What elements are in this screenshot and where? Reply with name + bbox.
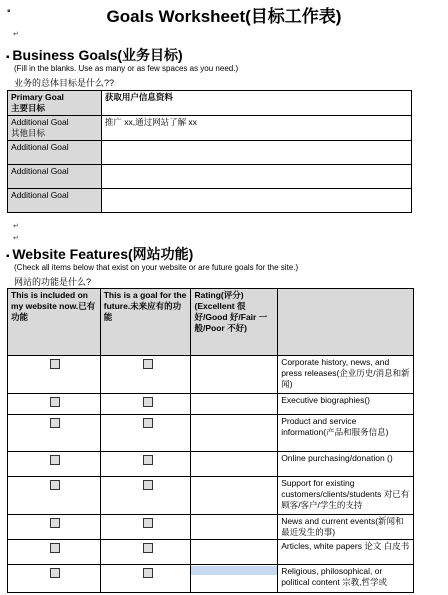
- feature-included-checkbox[interactable]: [50, 518, 60, 528]
- goal-label-cn: 主要目标: [11, 103, 46, 113]
- feature-row: [8, 565, 414, 593]
- goal-row: [8, 91, 412, 116]
- feature-row: [8, 515, 414, 540]
- feature-future-checkbox[interactable]: [143, 418, 153, 428]
- website-features-table: [7, 288, 414, 593]
- feature-included-cell: [8, 515, 101, 540]
- goal-label-text: Additional Goal: [11, 190, 69, 200]
- feature-row: [8, 477, 414, 515]
- feature-included-cell: [8, 415, 101, 452]
- feature-rating-cell[interactable]: [191, 452, 278, 477]
- feature-included-cell: [8, 565, 101, 593]
- feature-row: [8, 540, 414, 565]
- goal-value-field[interactable]: [101, 116, 411, 141]
- feature-rating-cell[interactable]: [191, 477, 278, 515]
- feature-label: Articles, white papers 论文 白皮书: [278, 540, 414, 565]
- feature-included-checkbox[interactable]: [50, 455, 60, 465]
- business-goals-question: 业务的总体目标是什么??: [14, 78, 115, 88]
- goal-row: [8, 189, 412, 213]
- website-features-heading: ▪ Website Features(网站功能): [6, 246, 194, 262]
- feature-future-cell: [100, 452, 191, 477]
- goal-label-text: Additional Goal: [11, 142, 69, 152]
- feature-included-cell: [8, 452, 101, 477]
- goal-label-text: Primary Goal: [11, 92, 64, 102]
- feature-included-cell: [8, 540, 101, 565]
- feature-row: [8, 356, 414, 394]
- feature-rating-cell[interactable]: [191, 356, 278, 394]
- feature-future-checkbox[interactable]: [143, 455, 153, 465]
- feature-rating-cell[interactable]: [191, 415, 278, 452]
- feature-future-cell: [100, 565, 191, 593]
- goal-row: [8, 165, 412, 189]
- header-rating: Rating(评分) (Excellent 很好/Good 好/Fair 一般/Poor 不好): [191, 289, 278, 356]
- goal-label: [8, 116, 102, 141]
- feature-label: Online purchasing/donation (): [278, 452, 414, 477]
- feature-future-checkbox[interactable]: [143, 543, 153, 553]
- feature-row: [8, 415, 414, 452]
- feature-row: [8, 452, 414, 477]
- feature-label: Religious, philosophical, or political content 宗教,哲学或: [278, 565, 414, 593]
- feature-included-cell: [8, 356, 101, 394]
- feature-future-cell: [100, 515, 191, 540]
- business-goals-table: [7, 90, 412, 213]
- feature-included-checkbox[interactable]: [50, 359, 60, 369]
- business-goals-note: (Fill in the blanks. Use as many or as few spaces as you need.): [14, 64, 239, 73]
- feature-label: Executive biographies(): [278, 394, 414, 415]
- feature-label: Product and service information(产品和服务信息): [278, 415, 414, 452]
- goal-value: 推广 xx,通过网站了解 xx: [104, 117, 197, 127]
- goal-label-text: Additional Goal: [11, 166, 69, 176]
- business-goals-heading: ▪ Business Goals(业务目标): [6, 47, 183, 63]
- feature-row: [8, 394, 414, 415]
- goal-value: 获取用户信息资料: [104, 92, 173, 102]
- feature-future-checkbox[interactable]: [143, 518, 153, 528]
- paragraph-mark: ↵: [13, 31, 19, 38]
- bullet-marker: ▪: [7, 6, 11, 17]
- feature-future-cell: [100, 415, 191, 452]
- feature-label: Corporate history, news, and press releases(企业历史/消息和新闻): [278, 356, 414, 394]
- goal-value-field[interactable]: [101, 189, 411, 213]
- feature-future-checkbox[interactable]: [143, 359, 153, 369]
- paragraph-mark: ↵: [13, 235, 19, 242]
- goal-label-cn: 其他目标: [11, 128, 46, 138]
- feature-included-checkbox[interactable]: [50, 418, 60, 428]
- page-title: Goals Worksheet(目标工作表): [106, 7, 342, 26]
- feature-future-checkbox[interactable]: [143, 568, 153, 578]
- feature-future-cell: [100, 477, 191, 515]
- goal-value-field[interactable]: [101, 165, 411, 189]
- feature-included-checkbox[interactable]: [50, 568, 60, 578]
- feature-future-checkbox[interactable]: [143, 480, 153, 490]
- header-feature: [278, 289, 414, 356]
- website-features-question: 网站的功能是什么?: [14, 277, 92, 287]
- feature-label: News and current events(新闻和最近发生的事): [278, 515, 414, 540]
- feature-future-cell: [100, 394, 191, 415]
- feature-rating-cell[interactable]: [191, 540, 278, 565]
- goal-label: [8, 189, 102, 213]
- goal-label-text: Additional Goal: [11, 117, 69, 127]
- feature-included-checkbox[interactable]: [50, 397, 60, 407]
- feature-label: Support for existing customers/clients/students 对已有顾客/客户/学生的支持: [278, 477, 414, 515]
- goal-row: [8, 116, 412, 141]
- feature-rating-cell[interactable]: [191, 515, 278, 540]
- paragraph-mark: ↵: [13, 223, 19, 230]
- feature-included-cell: [8, 394, 101, 415]
- goal-row: [8, 141, 412, 165]
- feature-rating-cell[interactable]: [191, 394, 278, 415]
- rating-selection-highlight: [191, 566, 277, 575]
- feature-rating-cell[interactable]: [191, 565, 278, 593]
- goal-label: [8, 141, 102, 165]
- header-included: This is included on my website now.已有功能: [8, 289, 101, 356]
- header-future: This is a goal for the future.未来应有的功能: [100, 289, 191, 356]
- feature-included-checkbox[interactable]: [50, 480, 60, 490]
- goal-value-field[interactable]: [101, 141, 411, 165]
- goal-label: [8, 165, 102, 189]
- feature-included-checkbox[interactable]: [50, 543, 60, 553]
- feature-included-cell: [8, 477, 101, 515]
- goal-value-field[interactable]: [101, 91, 411, 116]
- feature-future-checkbox[interactable]: [143, 397, 153, 407]
- feature-future-cell: [100, 356, 191, 394]
- goal-label: [8, 91, 102, 116]
- feature-future-cell: [100, 540, 191, 565]
- website-features-note: (Check all items below that exist on your website or are future goals for the site.): [14, 263, 299, 272]
